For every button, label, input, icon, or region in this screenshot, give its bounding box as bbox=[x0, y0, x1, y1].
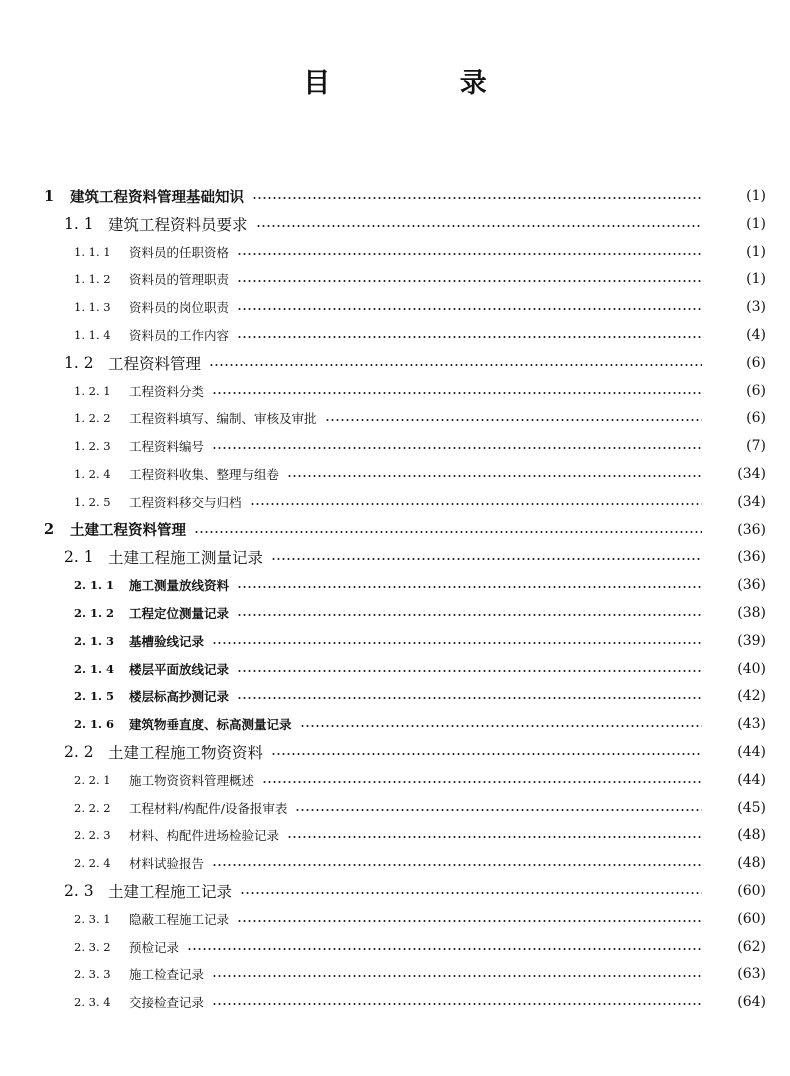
toc-entry-page: (40) bbox=[737, 660, 766, 677]
toc-entry-page: (6) bbox=[746, 410, 766, 427]
dot-leader bbox=[237, 614, 702, 616]
toc-entry-title: 资料员的工作内容 bbox=[129, 328, 230, 343]
toc-entry-number: 1. 2 bbox=[64, 353, 94, 372]
dot-leader bbox=[194, 531, 702, 533]
dot-leader bbox=[212, 392, 702, 394]
dot-leader bbox=[262, 781, 702, 783]
toc-entry-number: 2. 2 bbox=[64, 743, 94, 761]
toc-entry-page: (45) bbox=[737, 799, 766, 816]
toc-entry-page: (6) bbox=[746, 354, 766, 371]
dot-leader bbox=[237, 697, 702, 699]
dot-leader bbox=[212, 1003, 702, 1005]
toc-entry bbox=[0, 488, 790, 516]
toc-entry bbox=[0, 460, 790, 488]
dot-leader bbox=[256, 225, 702, 227]
toc-entry-page: (1) bbox=[746, 271, 766, 288]
dot-leader bbox=[295, 809, 702, 811]
toc-entry-title: 工程资料编号 bbox=[129, 439, 205, 455]
toc-entry-number: 2. 2. 1 bbox=[74, 772, 111, 787]
toc-entry bbox=[0, 182, 790, 210]
toc-entry-title: 工程定位测量记录 bbox=[129, 606, 230, 621]
toc-entry-number: 2. 3. 1 bbox=[74, 911, 111, 926]
toc-entry-page: (60) bbox=[737, 910, 766, 927]
toc-entry bbox=[0, 349, 790, 377]
toc-entry-number: 1. 1. 1 bbox=[74, 244, 111, 259]
toc-entry bbox=[0, 655, 790, 683]
toc-entry-page: (44) bbox=[737, 771, 766, 788]
toc-entry-title: 材料、构配件进场检验记录 bbox=[129, 828, 280, 844]
toc-entry-title: 工程资料收集、整理与组卷 bbox=[129, 467, 280, 482]
dot-leader bbox=[237, 586, 702, 588]
dot-leader bbox=[237, 670, 702, 672]
toc-entry bbox=[0, 794, 790, 822]
toc-entry-number: 1. 2. 4 bbox=[74, 467, 111, 481]
toc-entry-title: 材料试验报告 bbox=[129, 856, 205, 872]
toc-entry bbox=[0, 516, 790, 544]
dot-leader bbox=[237, 308, 702, 310]
dot-leader bbox=[237, 336, 702, 338]
toc-entry bbox=[0, 599, 790, 627]
toc-entry-number: 2. 1. 6 bbox=[74, 717, 115, 732]
dot-leader bbox=[287, 836, 702, 838]
toc-entry-page: (1) bbox=[746, 215, 766, 232]
toc-entry-number: 2. 3. 3 bbox=[74, 967, 111, 982]
dot-leader bbox=[212, 975, 702, 977]
toc-entry-number: 2. 1. 4 bbox=[74, 661, 115, 676]
toc-entry-number: 2. 1. 2 bbox=[74, 606, 115, 620]
toc-entry-number: 2. 3. 4 bbox=[74, 995, 111, 1010]
toc-entry bbox=[0, 377, 790, 405]
dot-leader bbox=[237, 280, 702, 282]
toc-entry-number: 1. 2. 1 bbox=[74, 383, 111, 398]
dot-leader bbox=[300, 725, 702, 727]
toc-entry-page: (34) bbox=[737, 466, 766, 482]
toc-entry-number: 2. 3 bbox=[64, 882, 94, 900]
toc-entry bbox=[0, 432, 790, 460]
toc-entry-title: 土建工程施工记录 bbox=[108, 883, 233, 901]
toc-entry-title: 基槽验线记录 bbox=[129, 633, 205, 649]
toc-entry bbox=[0, 682, 790, 710]
toc-entry bbox=[0, 293, 790, 321]
toc-entry-number: 2. 1 bbox=[64, 548, 94, 567]
toc-entry-number: 2. 2. 4 bbox=[74, 856, 111, 871]
dot-leader bbox=[237, 253, 702, 255]
toc-entry bbox=[0, 571, 790, 599]
page-title: 目 录 bbox=[303, 68, 547, 99]
toc-entry-number: 2 bbox=[44, 521, 55, 539]
toc-entry-title: 施工物资资料管理概述 bbox=[129, 772, 255, 788]
toc-entry-page: (34) bbox=[737, 493, 766, 510]
toc-entry bbox=[0, 404, 790, 432]
dot-leader bbox=[187, 948, 702, 950]
toc-entry-page: (1) bbox=[746, 243, 766, 260]
toc-entry-number: 1. 2. 5 bbox=[74, 494, 111, 509]
toc-entry-page: (4) bbox=[746, 327, 766, 343]
toc-entry-page: (44) bbox=[737, 744, 766, 760]
toc-entry bbox=[0, 738, 790, 766]
toc-entry bbox=[0, 766, 790, 794]
toc-entry-title: 工程材料/构配件/设备报审表 bbox=[129, 800, 288, 816]
toc-entry-number: 2. 1. 5 bbox=[74, 689, 115, 704]
dot-leader bbox=[271, 558, 702, 560]
toc-entry-title: 建筑工程资料管理基础知识 bbox=[70, 188, 244, 206]
dot-leader bbox=[212, 642, 702, 644]
toc-entry-title: 建筑物垂直度、标高测量记录 bbox=[129, 717, 292, 733]
toc-entry-title: 隐蔽工程施工记录 bbox=[129, 911, 230, 927]
toc-entry-page: (60) bbox=[737, 883, 766, 899]
toc-entry-page: (36) bbox=[737, 521, 766, 538]
toc-entry-title: 工程资料移交与归档 bbox=[129, 494, 242, 510]
toc-entry bbox=[0, 238, 790, 266]
toc-entry-title: 施工测量放线资料 bbox=[129, 578, 230, 594]
toc-entry-page: (7) bbox=[746, 438, 766, 455]
toc-entry-title: 工程资料填写、编制、审核及审批 bbox=[129, 411, 317, 427]
dot-leader bbox=[287, 475, 702, 477]
dot-leader bbox=[212, 864, 702, 866]
toc-entry-page: (48) bbox=[737, 855, 766, 872]
toc-entry-title: 交接检查记录 bbox=[129, 995, 205, 1011]
toc-entry-title: 资料员的岗位职责 bbox=[129, 300, 230, 316]
toc-entry-number: 2. 1. 1 bbox=[74, 578, 115, 593]
toc-entry-page: (36) bbox=[737, 549, 766, 566]
toc-entry bbox=[0, 988, 790, 1016]
toc-entry-page: (63) bbox=[737, 966, 766, 983]
toc-entry-title: 资料员的任职资格 bbox=[129, 244, 230, 260]
dot-leader bbox=[325, 419, 702, 421]
toc-entry bbox=[0, 849, 790, 877]
dot-leader bbox=[252, 197, 702, 199]
toc-entry-title: 资料员的管理职责 bbox=[129, 272, 230, 288]
toc-entry-page: (62) bbox=[737, 938, 766, 955]
toc-entry-title: 预检记录 bbox=[129, 939, 180, 955]
toc-entry-page: (38) bbox=[737, 605, 766, 621]
dot-leader bbox=[250, 503, 702, 505]
toc-entry bbox=[0, 265, 790, 293]
toc-entry-page: (3) bbox=[746, 299, 766, 316]
toc-entry-page: (1) bbox=[746, 188, 766, 204]
toc-entry bbox=[0, 543, 790, 571]
toc-entry-page: (64) bbox=[737, 994, 766, 1011]
toc-entry-number: 1. 1. 3 bbox=[74, 300, 111, 315]
toc-entry-title: 楼层标高抄测记录 bbox=[129, 689, 230, 705]
toc-entry bbox=[0, 821, 790, 849]
toc-entry-number: 1. 2. 2 bbox=[74, 411, 111, 426]
dot-leader bbox=[237, 920, 702, 922]
toc-entry-page: (48) bbox=[737, 827, 766, 844]
toc-entry-number: 1. 1. 4 bbox=[74, 328, 111, 342]
dot-leader bbox=[212, 447, 702, 449]
toc-entry-page: (6) bbox=[746, 382, 766, 399]
toc-entry-title: 土建工程资料管理 bbox=[70, 522, 186, 540]
toc-entry-number: 1. 1. 2 bbox=[74, 272, 111, 287]
toc-entry bbox=[0, 877, 790, 905]
toc-entry-number: 2. 2. 3 bbox=[74, 828, 111, 843]
toc-entry-number: 2. 2. 2 bbox=[74, 800, 111, 815]
toc-entry-page: (42) bbox=[737, 688, 766, 705]
dot-leader bbox=[271, 753, 702, 755]
toc-entry bbox=[0, 905, 790, 933]
toc-entry-number: 2. 1. 3 bbox=[74, 633, 115, 648]
toc-entry bbox=[0, 933, 790, 961]
dot-leader bbox=[209, 364, 702, 366]
toc-entry bbox=[0, 960, 790, 988]
toc-entry-title: 土建工程施工测量记录 bbox=[108, 549, 264, 568]
toc-entry-page: (43) bbox=[737, 716, 766, 733]
toc-entry bbox=[0, 627, 790, 655]
toc-entry-number: 2. 3. 2 bbox=[74, 939, 111, 954]
toc-entry-title: 土建工程施工物资资料 bbox=[108, 744, 264, 762]
toc-entry-title: 施工检查记录 bbox=[129, 967, 205, 983]
toc-entry-number: 1. 2. 3 bbox=[74, 439, 111, 454]
toc-entry bbox=[0, 710, 790, 738]
toc-entry-title: 工程资料分类 bbox=[129, 383, 205, 399]
toc-entry-title: 工程资料管理 bbox=[108, 354, 202, 373]
dot-leader bbox=[240, 892, 702, 894]
toc-entry bbox=[0, 321, 790, 349]
toc-entry-page: (39) bbox=[737, 632, 766, 649]
toc-entry bbox=[0, 210, 790, 238]
toc-entry-title: 楼层平面放线记录 bbox=[129, 661, 230, 677]
toc-entry-number: 1 bbox=[44, 187, 55, 205]
toc-entry-title: 建筑工程资料员要求 bbox=[108, 215, 248, 234]
toc-entry-page: (36) bbox=[737, 577, 766, 594]
toc-entry-number: 1. 1 bbox=[64, 214, 94, 233]
